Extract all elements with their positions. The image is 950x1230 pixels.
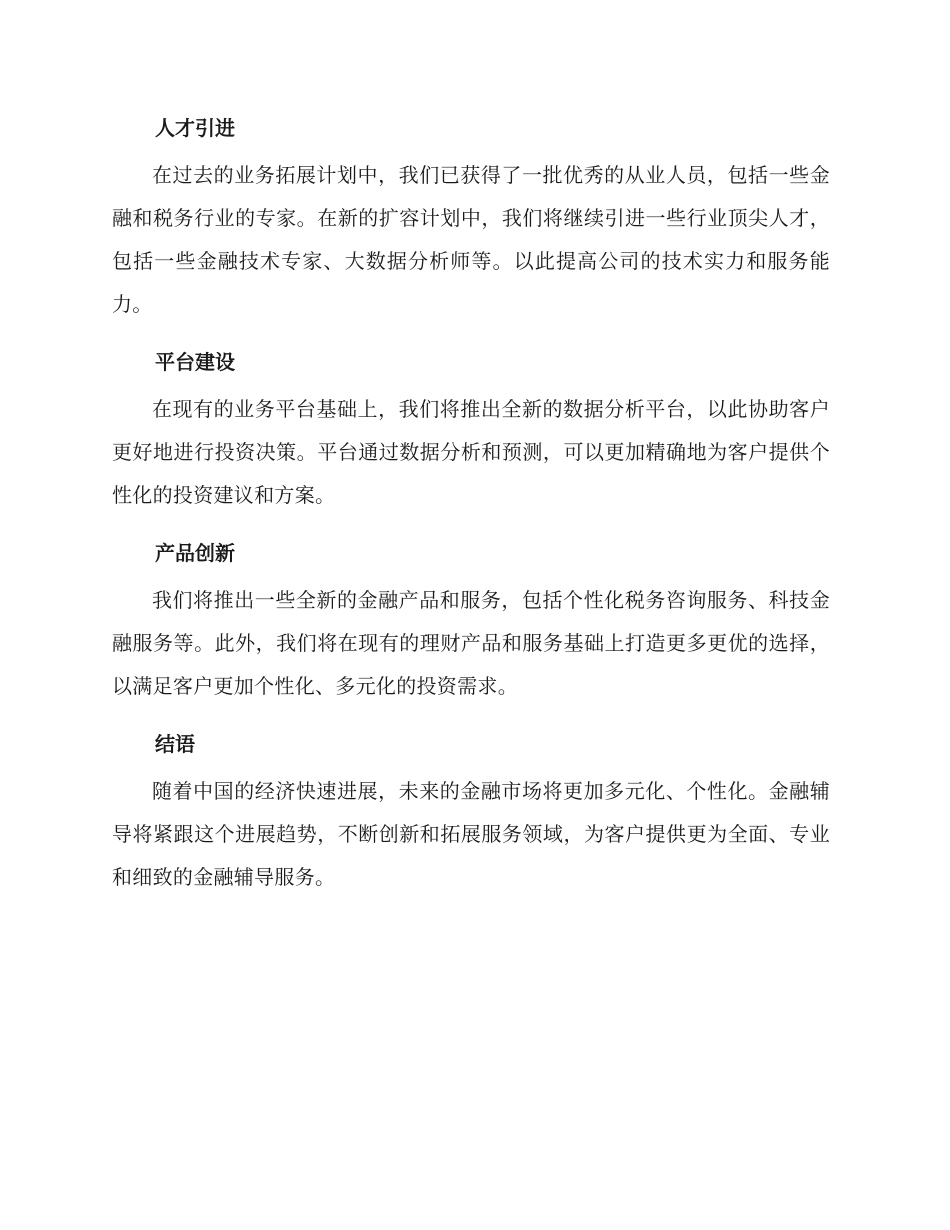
section-paragraph: 在现有的业务平台基础上，我们将推出全新的数据分析平台，以此协助客户更好地进行投资决策。平台通过数据分析和预测，可以更加精确地为客户提供个性化的投资建议和方案。 [112,397,830,507]
section-talent [112,108,830,326]
section-paragraph: 随着中国的经济快速进展，未来的金融市场将更加多元化、个性化。金融辅导将紧跟这个进展趋势，不断创新和拓展服务领域，为客户提供更为全面、专业和细致的金融辅导服务。 [112,779,830,889]
section-platform [112,342,830,517]
section-heading: 平台建设 [155,350,235,374]
section-paragraph: 我们将推出一些全新的金融产品和服务，包括个性化税务咨询服务、科技金融服务等。此外，我们将在现有的理财产品和服务基础上打造更多更优的选择，以满足客户更加个性化、多元化的投资需求。 [112,588,830,698]
section-heading: 结语 [155,732,195,756]
section-conclusion [112,724,830,899]
section-heading: 产品创新 [155,541,235,565]
section-heading: 人才引进 [155,116,235,140]
document-page [112,108,830,915]
section-paragraph: 在过去的业务拓展计划中，我们已获得了一批优秀的从业人员，包括一些金融和税务行业的专家。在新的扩容计划中，我们将继续引进一些行业顶尖人才，包括一些金融技术专家、大数据分析师等。以此提高公司的技术实力和服务能力。 [112,163,830,316]
section-product [112,533,830,708]
